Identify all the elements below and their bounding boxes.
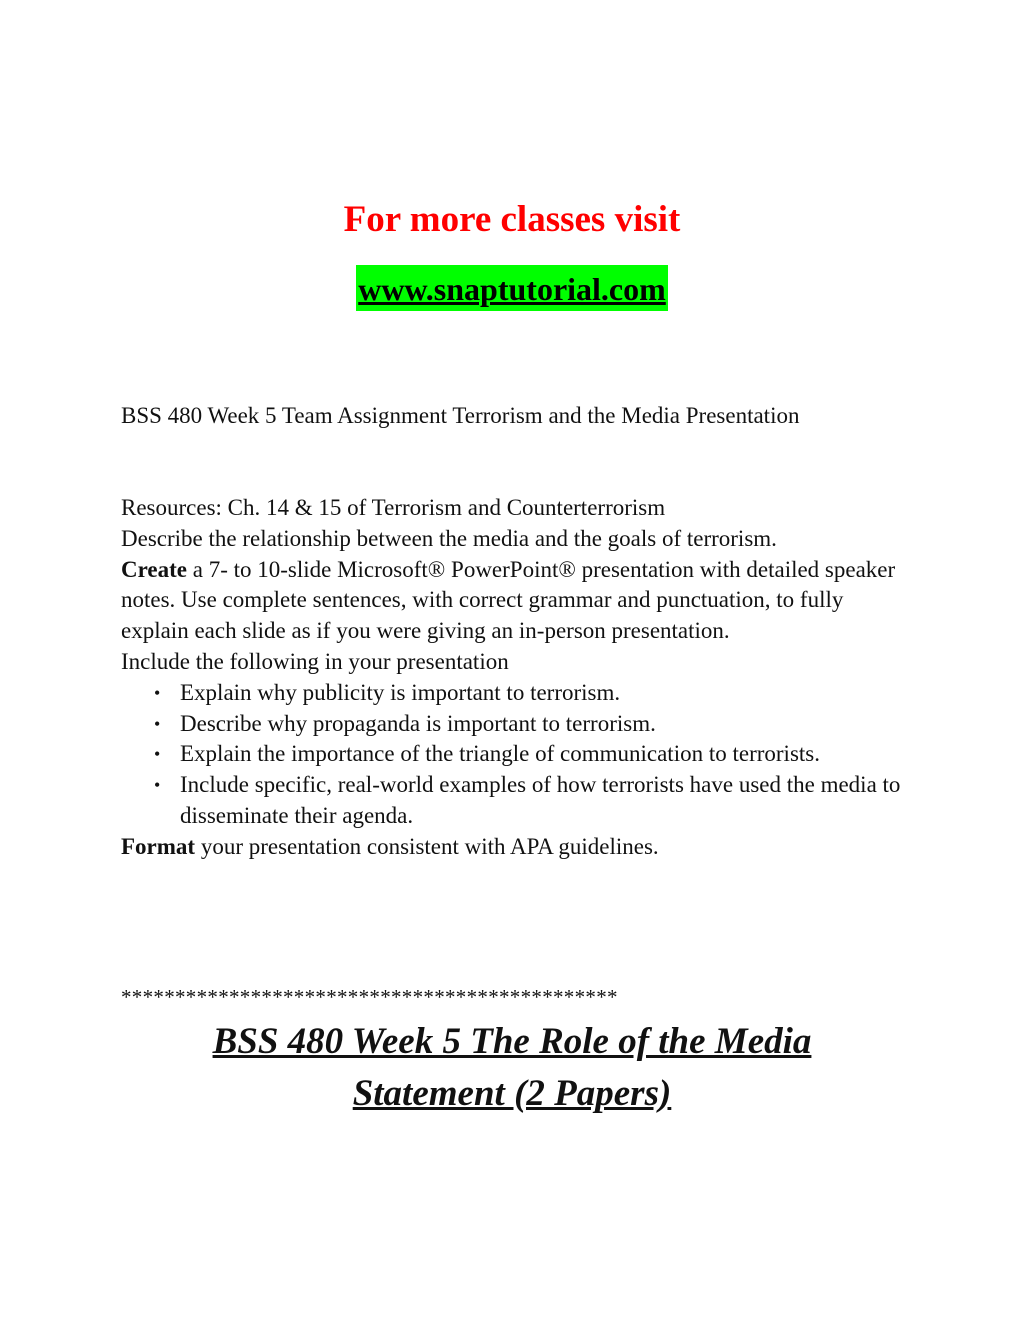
format-text: your presentation consistent with APA guidelines. (195, 833, 659, 859)
promo-link-wrapper (0, 265, 1024, 311)
list-item-text: Explain why publicity is important to terrorism. (180, 679, 621, 705)
assignment-title: BSS 480 Week 5 Team Assignment Terrorism and the Media Presentation (121, 403, 800, 428)
requirements-list (121, 678, 911, 832)
describe-line: Describe the relationship between the media and the goals of terrorism. (121, 525, 777, 551)
bullet-icon: • (154, 713, 161, 734)
format-paragraph (121, 832, 911, 863)
create-keyword: Create (121, 556, 187, 582)
list-item-text: Include specific, real-world examples of how terrorists have used the media to disseminate their agenda. (180, 772, 901, 828)
assignment-content (121, 493, 911, 863)
promo-heading: For more classes visit (343, 199, 681, 240)
include-intro: Include the following in your presentation (121, 648, 509, 674)
next-assignment-title-line2: Statement (2 Papers) (352, 1073, 672, 1114)
bullet-icon: • (154, 775, 161, 796)
list-item (121, 770, 911, 832)
separator-line: ********************************************** (121, 985, 618, 1009)
list-item (121, 678, 911, 709)
list-item (121, 709, 911, 740)
list-item-text: Describe why propaganda is important to terrorism. (180, 710, 656, 736)
bullet-icon: • (154, 744, 161, 765)
bullet-icon: • (154, 682, 161, 703)
create-paragraph (121, 555, 911, 647)
create-text: a 7- to 10-slide Microsoft® PowerPoint® presentation with detailed speaker notes. Use complete sentences, with correct grammar and punctuation, to fully explain each slide as if you were giving an in-person presentation. (121, 556, 896, 644)
list-item (121, 739, 911, 770)
promo-link[interactable]: www.snaptutorial.com (356, 265, 668, 311)
next-assignment-title-line1: BSS 480 Week 5 The Role of the Media (212, 1021, 812, 1062)
format-keyword: Format (121, 833, 196, 859)
list-item-text: Explain the importance of the triangle of communication to terrorists. (180, 741, 820, 767)
resources-line: Resources: Ch. 14 & 15 of Terrorism and Counterterrorism (121, 495, 666, 520)
next-assignment-title (0, 1016, 1024, 1120)
